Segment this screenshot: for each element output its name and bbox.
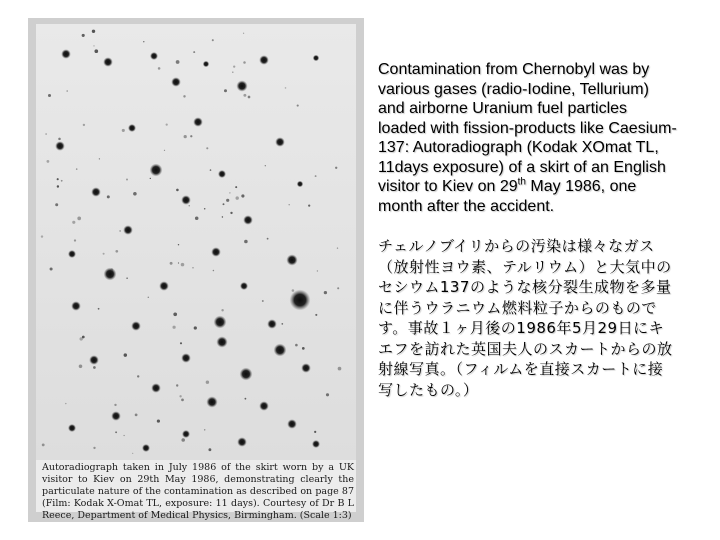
faint-speck [157,420,160,423]
faint-speck [230,212,232,214]
contamination-spot [150,52,158,60]
faint-speck [124,353,127,356]
faint-speck [173,312,177,316]
faint-speck [176,384,178,386]
contamination-spot [151,383,161,393]
faint-speck [41,235,43,237]
contamination-spot [61,49,71,59]
faint-speck [243,94,246,97]
faint-speck [93,366,96,369]
faint-speck [77,217,81,221]
faint-speck [288,204,289,205]
faint-speck [236,196,239,199]
faint-speck [126,277,128,279]
faint-speck [210,169,212,171]
faint-speck [92,30,95,33]
faint-speck [213,270,215,272]
contamination-spot [103,57,113,67]
contamination-spot [287,419,297,429]
faint-speck [326,393,329,396]
faint-speck [308,205,310,207]
faint-speck [150,178,151,179]
faint-speck [72,221,75,224]
faint-speck [232,71,233,72]
faint-speck [302,347,305,350]
faint-speck [47,160,50,163]
english-text-main: Contamination from Chernobyl was by various gases (radio-Iodine, Tellurium) and airborne Uranium fuel particles loaded with fission-products like Caesium-137: Autoradiograph (Kodak XOmat TL, 11days exposure) of a skirt of an English visitor to Kiev on 29 [378,61,677,195]
faint-speck [50,267,53,270]
faint-speck [115,431,117,433]
faint-speck [335,167,337,169]
faint-speck [226,199,229,202]
faint-speck [181,263,185,267]
contamination-spot [275,137,285,147]
faint-speck [262,300,264,302]
faint-speck [94,49,98,53]
contamination-spot [312,440,320,448]
contamination-spot [267,319,277,329]
contamination-spot [240,282,248,290]
faint-speck [114,404,116,406]
faint-speck [179,395,181,397]
contamination-spot [203,61,209,67]
contamination-spot [274,344,287,357]
faint-speck [176,189,179,192]
faint-speck [248,96,251,99]
faint-speck [235,186,237,188]
contamination-spot [111,411,121,421]
contamination-spot [171,77,181,87]
faint-speck [123,435,124,436]
contamination-spot [297,181,303,187]
faint-speck [135,414,138,417]
faint-speck [208,448,211,451]
contamination-spot [301,363,311,373]
faint-speck [337,247,338,248]
faint-speck [245,398,247,400]
autoradiograph-image [36,24,356,460]
faint-speck [338,367,342,371]
faint-speck [178,244,179,245]
faint-speck [65,403,66,404]
faint-speck [292,289,295,292]
contamination-spot [182,430,190,438]
faint-speck [74,239,76,241]
faint-speck [82,34,85,37]
autoradiograph-photo [36,24,356,521]
contamination-spot [218,170,226,178]
faint-speck [148,297,149,298]
contamination-spot [104,268,117,281]
faint-speck [243,61,246,64]
japanese-description: チェルノブイリからの汚染は様々なガス（放射性ヨウ素、テルリウム）と大気中のセシウム137のような核分裂生成物を多量に伴うウラニウム燃料粒子からのものです。事故１ヶ月後の1986年5月29日にキエフを訪れた英国夫人のスカートからの放射線写真。（フィルムを直接スカートに接写したもの。） [378,237,673,399]
ordinal-suffix: th [517,176,526,188]
faint-speck [244,240,248,244]
faint-speck [76,168,77,169]
faint-speck [173,326,176,329]
faint-speck [57,178,59,180]
faint-speck [99,158,100,159]
contamination-spot [216,336,227,347]
faint-speck [181,438,185,442]
contamination-spot [128,124,136,132]
contamination-spot [91,187,101,197]
faint-speck [221,309,223,311]
slide-text [378,60,678,400]
faint-speck [241,194,244,197]
contamination-spot [259,401,269,411]
contamination-spot [68,250,76,258]
faint-speck [82,336,85,339]
faint-speck [122,129,125,132]
contamination-spot [290,290,311,311]
faint-speck [317,270,318,271]
contamination-spot [159,281,169,291]
faint-speck [93,447,95,449]
faint-speck [337,287,339,289]
faint-speck [184,135,187,138]
contamination-spot [150,164,163,177]
faint-speck [224,89,227,92]
contamination-spot [55,141,65,151]
faint-speck [170,262,173,265]
faint-speck [93,45,94,46]
faint-speck [315,314,317,316]
faint-speck [178,262,179,263]
photo-caption: Autoradiograph taken in July 1986 of the skirt worn by a UK visitor to Kiev on 29th May 1986, demonstrating clearly the particulate nature of the contamination as described on page 87 (Film: Kodak X-Omat TL, exposure: 11 days). Courtesy of Dr B L Reece, Department of Medical Physics, Birmingham. (Scale 1:3) [42,462,354,521]
faint-speck [143,41,144,42]
faint-speck [48,94,51,97]
faint-speck [180,342,182,344]
faint-speck [176,60,180,64]
contamination-spot [286,254,297,265]
autoradiograph-photo-frame [28,18,364,522]
contamination-spot [123,225,133,235]
faint-speck [267,238,269,240]
faint-speck [61,180,63,182]
faint-speck [133,192,137,196]
faint-speck [137,375,139,377]
faint-speck [166,123,168,125]
faint-speck [57,185,59,187]
faint-speck [297,105,299,107]
faint-speck [194,326,197,329]
faint-speck [206,381,209,384]
faint-speck [314,431,316,433]
faint-speck [79,365,83,369]
faint-speck [265,165,266,166]
faint-speck [193,51,195,53]
faint-speck [164,150,165,151]
faint-speck [189,205,190,206]
faint-speck [158,67,161,70]
faint-speck [103,253,105,255]
english-text-end: May 1986, one month after the accident. [378,178,637,215]
contamination-spot [236,80,247,91]
contamination-spot [313,55,319,61]
faint-speck [206,147,208,149]
faint-speck [58,138,61,141]
faint-speck [281,323,283,325]
contamination-spot [71,301,81,311]
faint-speck [119,230,120,231]
faint-speck [45,133,47,135]
contamination-spot [206,396,217,407]
contamination-spot [131,321,141,331]
contamination-spot [237,437,247,447]
contamination-spot [240,368,253,381]
faint-speck [115,250,118,253]
faint-speck [107,195,110,198]
faint-speck [110,268,113,271]
contamination-spot [243,215,253,225]
faint-speck [295,344,298,347]
faint-speck [229,192,230,193]
faint-speck [223,203,225,205]
faint-speck [285,87,287,89]
contamination-spot [68,424,76,432]
faint-speck [126,178,128,180]
faint-speck [315,175,317,177]
faint-speck [233,65,235,67]
contamination-spot [193,117,203,127]
faint-speck [192,267,194,269]
contamination-spot [211,247,221,257]
faint-speck [83,124,85,126]
faint-speck [190,135,192,137]
faint-speck [55,203,58,206]
contamination-spot [181,353,191,363]
contamination-spot [89,355,99,365]
faint-speck [212,39,214,41]
faint-speck [183,95,185,97]
faint-speck [195,217,199,221]
faint-speck [204,429,205,430]
faint-speck [98,308,100,310]
english-description [378,60,678,216]
faint-speck [204,208,206,210]
faint-speck [42,443,45,446]
faint-speck [132,453,133,454]
contamination-spot [142,444,150,452]
faint-speck [222,216,223,217]
faint-speck [66,90,68,92]
contamination-spot [214,316,227,329]
faint-speck [243,33,244,34]
faint-speck [181,399,184,402]
faint-speck [324,291,327,294]
contamination-spot [181,195,191,205]
contamination-spot [259,55,269,65]
